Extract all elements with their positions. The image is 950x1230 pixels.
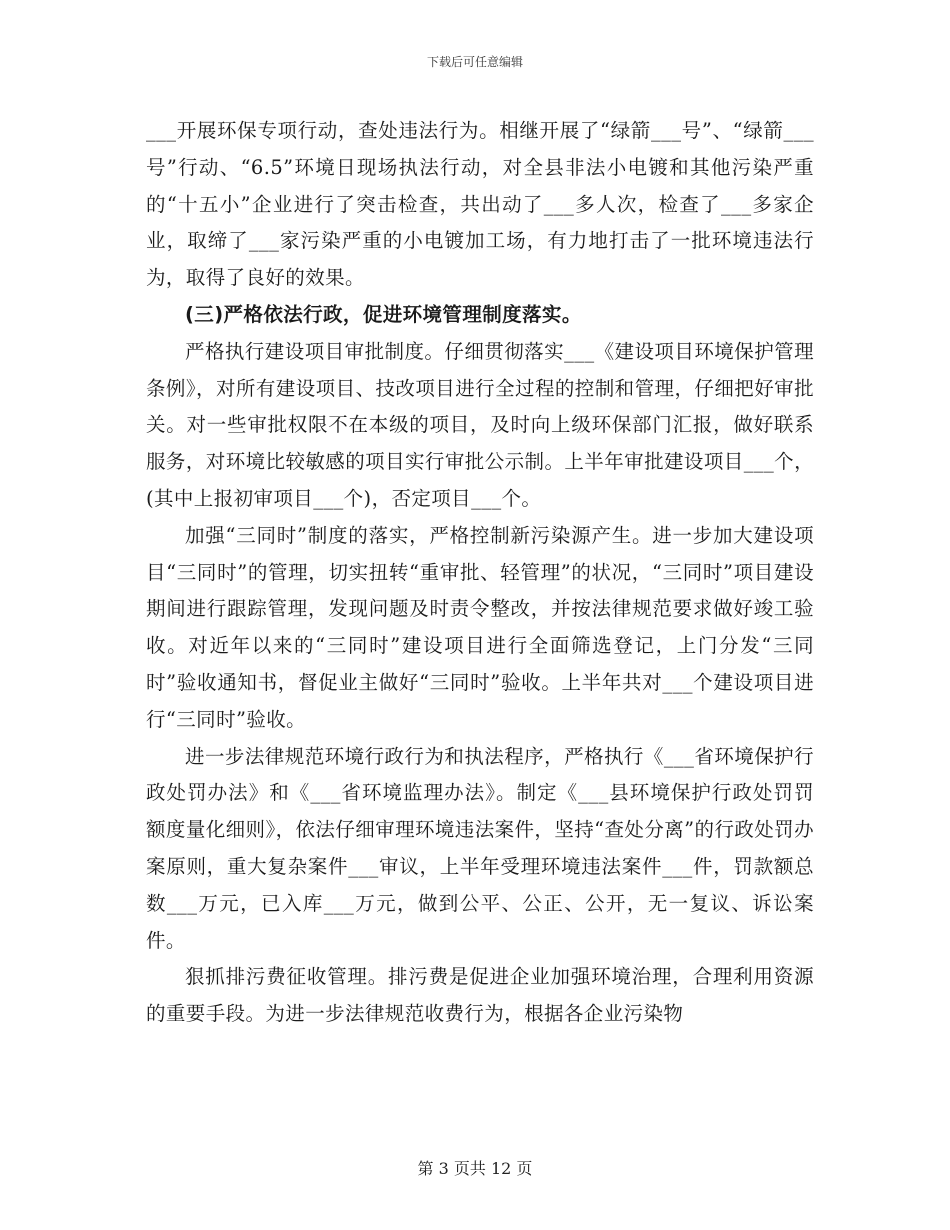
page-number: 第 3 页共 12 页 bbox=[417, 1159, 533, 1178]
page-header: 下载后可任意编辑 bbox=[426, 55, 523, 69]
paragraph-sewage-fee: 狠抓排污费征收管理。排污费是促进企业加强环境治理，合理利用资源的重要手段。为进一步法律规范收费行为，根据各企业污染物 bbox=[146, 965, 814, 1026]
paragraph-enforcement-actions: ___开展环保专项行动，查处违法行为。相继开展了“绿箭___号”、“绿箭___号”行动、“6.5”环境日现场执法行动，对全县非法小电镀和其他污染严重的“十五小”企业进行了突击检查，共出动了___多人次，检查了___多家企业，取缔了___家污染严重的小电镀加工场，有力地打击了一批环境违法行为，取得了良好的效果。 bbox=[146, 119, 814, 290]
section-heading-3: (三)严格依法行政，促进环境管理制度落实。 bbox=[185, 302, 582, 326]
paragraph-project-approval: 严格执行建设项目审批制度。仔细贯彻落实___《建设项目环境保护管理条例》，对所有建设项目、技改项目进行全过程的控制和管理，仔细把好审批关。对一些审批权限不在本级的项目，及时向上级环保部门汇报，做好联系服务，对环境比较敏感的项目实行审批公示制。上半年审批建设项目___个，(其中上报初审项目___个)，否定项目___个。 bbox=[146, 339, 814, 510]
document-body bbox=[146, 113, 814, 1033]
paragraph-administrative-penalty: 进一步法律规范环境行政行为和执法程序，严格执行《___省环境保护行政处罚办法》和《___省环境监理办法》。制定《___县环境保护行政处罚罚额度量化细则》，依法仔细审理环境违法案件，坚持“查处分离”的行政处罚办案原则，重大复杂案件___审议，上半年受理环境违法案件___件，罚款额总数___万元，已入库___万元，做到公平、公正、公开，无一复议、诉讼案件。 bbox=[146, 744, 814, 952]
paragraph-three-simultaneous: 加强“三同时”制度的落实，严格控制新污染源产生。进一步加大建设项目“三同时”的管理，切实扭转“重审批、轻管理”的状况，“三同时”项目建设期间进行跟踪管理，发现问题及时责令整改，并按法律规范要求做好竣工验收。对近年以来的“三同时”建设项目进行全面筛选登记，上门分发“三同时”验收通知书，督促业主做好“三同时”验收。上半年共对___个建设项目进行“三同时”验收。 bbox=[146, 523, 814, 731]
